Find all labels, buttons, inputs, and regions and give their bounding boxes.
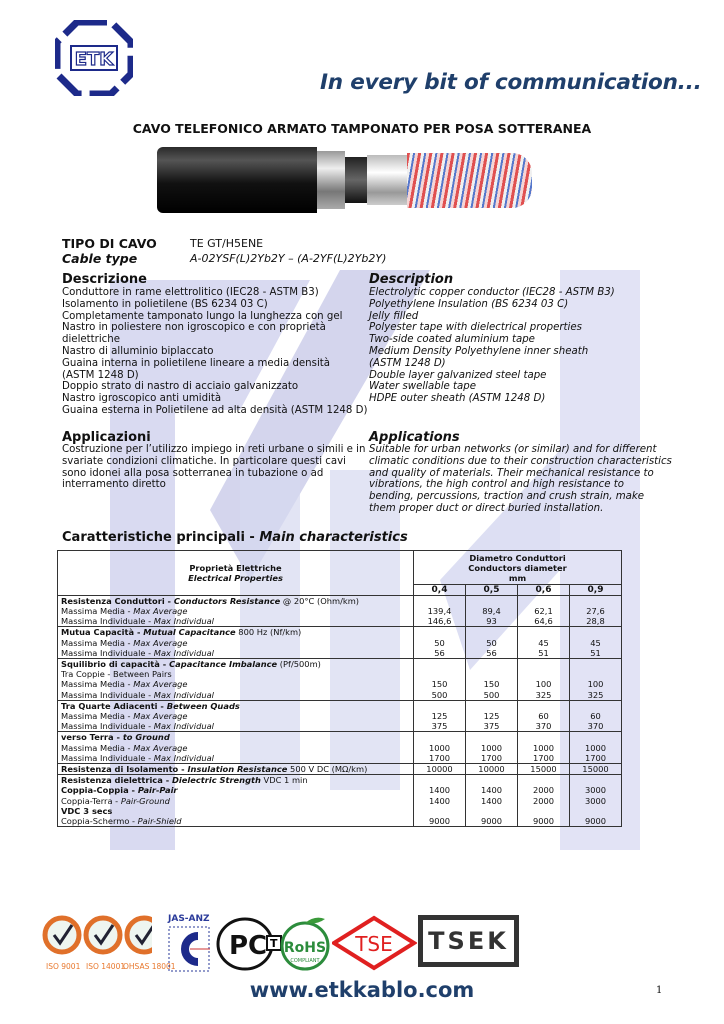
tsek-logo: TSEK (418, 915, 519, 967)
value-cell (414, 659, 466, 670)
value-cell (518, 732, 570, 743)
value-cell: 62,1 (518, 606, 570, 616)
label-part: Pair-Ground (120, 795, 170, 806)
label-part: Coppia-Terra - (61, 795, 121, 806)
label-part: Coppia-Schermo - (61, 816, 138, 827)
value-cell: 1700 (570, 753, 622, 764)
value-cell: 9000 (466, 816, 518, 827)
property-group (58, 732, 622, 764)
applications-text-en (369, 444, 672, 515)
value-cell (518, 595, 570, 606)
value-cell: 45 (570, 638, 622, 648)
value-cell: 56 (466, 648, 518, 659)
label-part: Insulation Resistance (187, 764, 288, 775)
label-part: Massima Individuale - (61, 616, 154, 627)
row-label (58, 690, 414, 701)
characteristics-table (57, 550, 622, 827)
label-part: Coppia-Coppia - (61, 785, 138, 796)
value-cell: 1400 (466, 796, 518, 806)
label-part: verso Terra - (61, 732, 123, 743)
value-cell (570, 775, 622, 786)
diameter-col: 0,6 (518, 584, 570, 595)
value-cell: 100 (518, 679, 570, 689)
text-line: Nastro igroscopico anti umidità (62, 393, 222, 405)
value-cell: 146,6 (414, 616, 466, 627)
label-part: Resistenza Conduttori - (61, 595, 174, 606)
value-cell: 45 (518, 638, 570, 648)
value-cell (570, 806, 622, 816)
diameter-header-it: Diametro Conduttori (469, 553, 566, 563)
svg-text:PC: PC (229, 931, 268, 961)
label-part: Pair-Pair (137, 785, 178, 796)
text-line: svariate condizioni climatiche. In particolare questi cavi (62, 455, 346, 467)
value-cell (570, 700, 622, 711)
value-cell: 150 (414, 679, 466, 689)
value-cell: 370 (570, 721, 622, 732)
property-group (58, 764, 622, 775)
table-row (58, 721, 622, 732)
group-header (58, 732, 414, 743)
value-cell: 125 (414, 711, 466, 721)
diameter-unit: mm (508, 573, 527, 584)
iso-9001-label: ISO 9001 (46, 962, 81, 971)
value-cell (466, 659, 518, 670)
value-cell: 50 (466, 638, 518, 648)
rohs-logo (280, 914, 330, 974)
label-part: (Pf/500m) (277, 659, 321, 670)
property-group (58, 775, 622, 827)
description-heading-en: Description (369, 272, 454, 287)
group-header-row (58, 595, 622, 606)
iso-14001-label: ISO 14001 (86, 962, 126, 971)
text-line: Polyethylene Insulation (BS 6234 03 C) (369, 298, 569, 310)
cable-type-label-it: TIPO DI CAVO (62, 236, 157, 251)
property-group (58, 700, 622, 732)
value-cell (518, 659, 570, 670)
label-part: Massima Individuale - (61, 721, 154, 732)
table-row (58, 616, 622, 627)
label-part: Between Quads (166, 700, 240, 711)
group-header-row (58, 627, 622, 638)
value-cell: 9000 (518, 816, 570, 827)
description-list-it (62, 287, 367, 417)
properties-header-it: Proprietà Elettriche (189, 562, 282, 573)
value-cell: 1000 (466, 743, 518, 753)
group-header (58, 764, 414, 775)
value-cell: 2000 (518, 785, 570, 795)
svg-text:ETK: ETK (74, 49, 114, 70)
value-cell: 1400 (414, 785, 466, 795)
value-cell: 60 (570, 711, 622, 721)
value-cell: 9000 (414, 816, 466, 827)
value-cell (414, 627, 466, 638)
jas-anz-label: JAS-ANZ (168, 914, 210, 924)
label-part: Max Individual (153, 689, 214, 700)
group-header (58, 775, 414, 786)
label-part: Max Individual (153, 752, 214, 763)
text-line: Nastro in poliestere non igroscopico e con proprietà (62, 322, 326, 334)
text-line: Conduttore in rame elettrolitico (IEC28 - ASTM B3) (62, 287, 319, 298)
value-cell: 9000 (570, 816, 622, 827)
label-part: Massima Media - (61, 606, 134, 617)
value-cell (518, 627, 570, 638)
label-part: 800 Hz (Nf/km) (235, 627, 302, 638)
tse-logo (332, 915, 417, 971)
row-label (58, 785, 414, 795)
jas-anz-logo (168, 926, 210, 972)
group-header-row (58, 764, 622, 775)
svg-text:COMPLIANT: COMPLIANT (290, 958, 320, 964)
group-header (58, 659, 414, 670)
value-cell: 125 (466, 711, 518, 721)
label-part: Massima Media - (61, 711, 134, 722)
property-group (58, 627, 622, 659)
row-label (58, 806, 414, 816)
text-line: Medium Density Polyethylene inner sheath (369, 345, 589, 357)
label-part: Capacitance Imbalance (169, 659, 278, 670)
label-part: Massima Media - (61, 637, 134, 648)
text-line: vibrations, the high control and high resistance to (369, 479, 625, 491)
value-cell: 325 (570, 690, 622, 701)
text-line: Water swellable tape (369, 381, 477, 393)
label-part: Pair-Shield (137, 816, 182, 827)
value-cell: 100 (570, 679, 622, 689)
text-line: Jelly filled (369, 310, 419, 322)
document-title: CAVO TELEFONICO ARMATO TAMPONATO PER POSA SOTTERANEA (132, 121, 592, 136)
slogan: In every bit of communication... (320, 70, 702, 95)
row-label (58, 796, 414, 806)
text-line: Double layer galvanized steel tape (369, 369, 547, 381)
table-row (58, 796, 622, 806)
table-row (58, 648, 622, 659)
value-cell: 1400 (414, 796, 466, 806)
text-line: Polyester tape with dielectrical properties (369, 322, 582, 334)
value-cell (414, 595, 466, 606)
label-part: Massima Media - (61, 742, 134, 753)
label-part: Mutual Capacitance (143, 627, 236, 638)
row-label (58, 743, 414, 753)
table-row (58, 806, 622, 816)
label-part: Max Individual (153, 721, 214, 732)
cable-type-label-en: Cable type (62, 251, 138, 266)
value-cell (414, 732, 466, 743)
label-part: @ 20°C (Ohm/km) (280, 595, 360, 606)
group-header-row (58, 775, 622, 786)
text-line: Completamente tamponato lungo la lunghezza con gel (62, 310, 343, 322)
table-row (58, 743, 622, 753)
label-part: Max Average (133, 606, 188, 617)
text-line: Doppio strato di nastro di acciaio galvanizzato (62, 381, 299, 393)
value-cell: 28,8 (570, 616, 622, 627)
text-line: (ASTM 1248 D) (369, 357, 446, 369)
value-cell: 325 (518, 690, 570, 701)
text-line: and quality of materials. Their mechanical resistance to (369, 467, 654, 479)
row-label (58, 638, 414, 648)
value-cell: 375 (414, 721, 466, 732)
row-label (58, 753, 414, 764)
label-part: Resistenza dielettrica - (61, 775, 173, 786)
value-cell: 375 (466, 721, 518, 732)
value-cell (570, 732, 622, 743)
diameter-col: 0,4 (414, 584, 466, 595)
applications-text-it (62, 444, 365, 491)
group-header (58, 700, 414, 711)
applications-heading-it: Applicazioni (62, 430, 151, 445)
property-group (58, 595, 622, 627)
group-header-row (58, 700, 622, 711)
svg-text:T: T (270, 937, 278, 950)
characteristics-heading-en: Main characteristics (259, 530, 408, 545)
text-line: Nastro di alluminio biplaccato (62, 345, 214, 357)
value-cell: 10000 (466, 764, 518, 775)
description-list-en (369, 287, 615, 405)
label-part: Dielectric Strength (172, 775, 261, 786)
value-cell: 500 (466, 690, 518, 701)
iso-badges (42, 915, 152, 965)
table-row (58, 753, 622, 764)
label-part: Squilibrio di capacità - (61, 659, 170, 670)
svg-text:RoHS: RoHS (283, 940, 327, 956)
characteristics-heading-it: Caratteristiche principali - (62, 530, 260, 545)
value-cell: 3000 (570, 796, 622, 806)
value-cell: 2000 (518, 796, 570, 806)
value-cell: 1000 (518, 743, 570, 753)
value-cell: 139,4 (414, 606, 466, 616)
table-row (58, 711, 622, 721)
value-cell: 370 (518, 721, 570, 732)
label-part: Max Average (133, 742, 188, 753)
pct-logo (215, 916, 285, 972)
label-part: Tra Coppie - Between Pairs (61, 669, 172, 680)
table-row (58, 606, 622, 616)
text-line: Electrolytic copper conductor (IEC28 - ASTM B3) (369, 287, 615, 298)
row-label (58, 669, 414, 679)
value-cell: 150 (466, 679, 518, 689)
value-cell: 60 (518, 711, 570, 721)
value-cell: 1000 (570, 743, 622, 753)
row-label (58, 679, 414, 689)
value-cell (518, 669, 570, 679)
cable-type-value-it: TE GT/H5ENE (190, 237, 264, 250)
text-line: Guaina esterna in Polietilene ad alta densità (ASTM 1248 D) (62, 404, 368, 416)
value-cell (570, 627, 622, 638)
cable-image (157, 143, 542, 218)
text-line: Two-side coated aluminium tape (369, 334, 535, 346)
value-cell: 500 (414, 690, 466, 701)
characteristics-heading (62, 530, 408, 545)
label-part: Conductors Resistance (173, 595, 281, 606)
value-cell (466, 732, 518, 743)
value-cell (414, 669, 466, 679)
value-cell (518, 700, 570, 711)
value-cell (570, 669, 622, 679)
value-cell (466, 806, 518, 816)
label-part: 500 V DC (MΩ/km) (287, 764, 368, 775)
text-line: Costruzione per l’utilizzo impiego in reti urbane o simili e in (62, 444, 366, 455)
value-cell: 1700 (518, 753, 570, 764)
value-cell: 56 (414, 648, 466, 659)
svg-text:TSE: TSE (355, 932, 393, 956)
ohsas-18001-label: OHSAS 18001 (123, 962, 176, 971)
value-cell: 50 (414, 638, 466, 648)
value-cell (466, 775, 518, 786)
property-group (58, 659, 622, 701)
text-line: bending, percussions, traction and crush strain, make (369, 491, 645, 503)
text-line: Suitable for urban networks (or similar) and for different (369, 444, 657, 455)
label-part: Massima Individuale - (61, 752, 154, 763)
label-part: Max Individual (153, 647, 214, 658)
label-part: Mutua Capacità - (61, 627, 144, 638)
label-part: VDC 3 secs (61, 805, 113, 816)
diameter-col: 0,9 (570, 584, 622, 595)
value-cell (414, 775, 466, 786)
row-label (58, 648, 414, 659)
value-cell: 51 (570, 648, 622, 659)
value-cell (466, 700, 518, 711)
label-part: Max Average (133, 711, 188, 722)
text-line: (ASTM 1248 D) (62, 369, 139, 381)
label-part: Massima Individuale - (61, 689, 154, 700)
text-line: interramento diretto (62, 479, 166, 491)
value-cell (414, 700, 466, 711)
value-cell: 3000 (570, 785, 622, 795)
text-line: sono idonei alla posa sotterranea in tubazione o ad (62, 467, 324, 479)
value-cell: 1700 (466, 753, 518, 764)
text-line: Isolamento in polietilene (BS 6234 03 C) (62, 298, 268, 310)
properties-header-en: Electrical Properties (188, 572, 283, 583)
text-line: dielettriche (62, 334, 120, 346)
value-cell: 1000 (414, 743, 466, 753)
value-cell (570, 659, 622, 670)
row-label (58, 721, 414, 732)
text-line: Guaina interna in polietilene lineare a media densità (62, 357, 331, 369)
diameter-header-en: Conductors diameter (468, 563, 567, 574)
group-header (58, 595, 414, 606)
value-cell (518, 806, 570, 816)
row-label (58, 711, 414, 721)
table-row (58, 816, 622, 827)
text-line: climatic conditions due to their construction characteristics (369, 455, 672, 467)
label-part: Max Average (133, 679, 188, 690)
value-cell (466, 669, 518, 679)
applications-heading-en: Applications (369, 430, 460, 445)
value-cell (518, 775, 570, 786)
website-link[interactable]: www.etkkablo.com (249, 978, 475, 1002)
label-part: VDC 1 min (260, 775, 308, 786)
group-header-row (58, 732, 622, 743)
label-part: Max Individual (153, 616, 214, 627)
value-cell (466, 627, 518, 638)
value-cell: 89,4 (466, 606, 518, 616)
table-row (58, 669, 622, 679)
text-line: HDPE outer sheath (ASTM 1248 D) (369, 393, 546, 405)
page-number: 1 (656, 985, 663, 996)
value-cell: 64,6 (518, 616, 570, 627)
value-cell: 15000 (518, 764, 570, 775)
cable-type-value-en: A-02YSF(L)2Yb2Y – (A-2YF(L)2Yb2Y) (190, 252, 387, 265)
value-cell: 93 (466, 616, 518, 627)
value-cell: 10000 (414, 764, 466, 775)
value-cell: 1400 (466, 785, 518, 795)
label-part: Massima Media - (61, 679, 134, 690)
diameter-col: 0,5 (466, 584, 518, 595)
label-part: Max Average (133, 637, 188, 648)
table-row (58, 679, 622, 689)
table-row (58, 690, 622, 701)
description-heading-it: Descrizione (62, 272, 147, 287)
group-header-row (58, 659, 622, 670)
row-label (58, 616, 414, 627)
value-cell: 27,6 (570, 606, 622, 616)
group-header (58, 627, 414, 638)
table-row (58, 785, 622, 795)
row-label (58, 606, 414, 616)
label-part: Resistenza di Isolamento - (61, 764, 188, 775)
table-row (58, 638, 622, 648)
row-label (58, 816, 414, 827)
value-cell: 51 (518, 648, 570, 659)
value-cell (414, 806, 466, 816)
diameter-header (414, 551, 622, 585)
label-part: Tra Quarte Adiacenti - (61, 700, 167, 711)
value-cell: 15000 (570, 764, 622, 775)
label-part: to Ground (122, 732, 170, 743)
etk-logo (55, 20, 133, 96)
value-cell: 1700 (414, 753, 466, 764)
value-cell (570, 595, 622, 606)
value-cell (466, 595, 518, 606)
properties-header (58, 551, 414, 596)
text-line: them proper duct or direct buried installation. (369, 502, 604, 514)
label-part: Massima Individuale - (61, 647, 154, 658)
